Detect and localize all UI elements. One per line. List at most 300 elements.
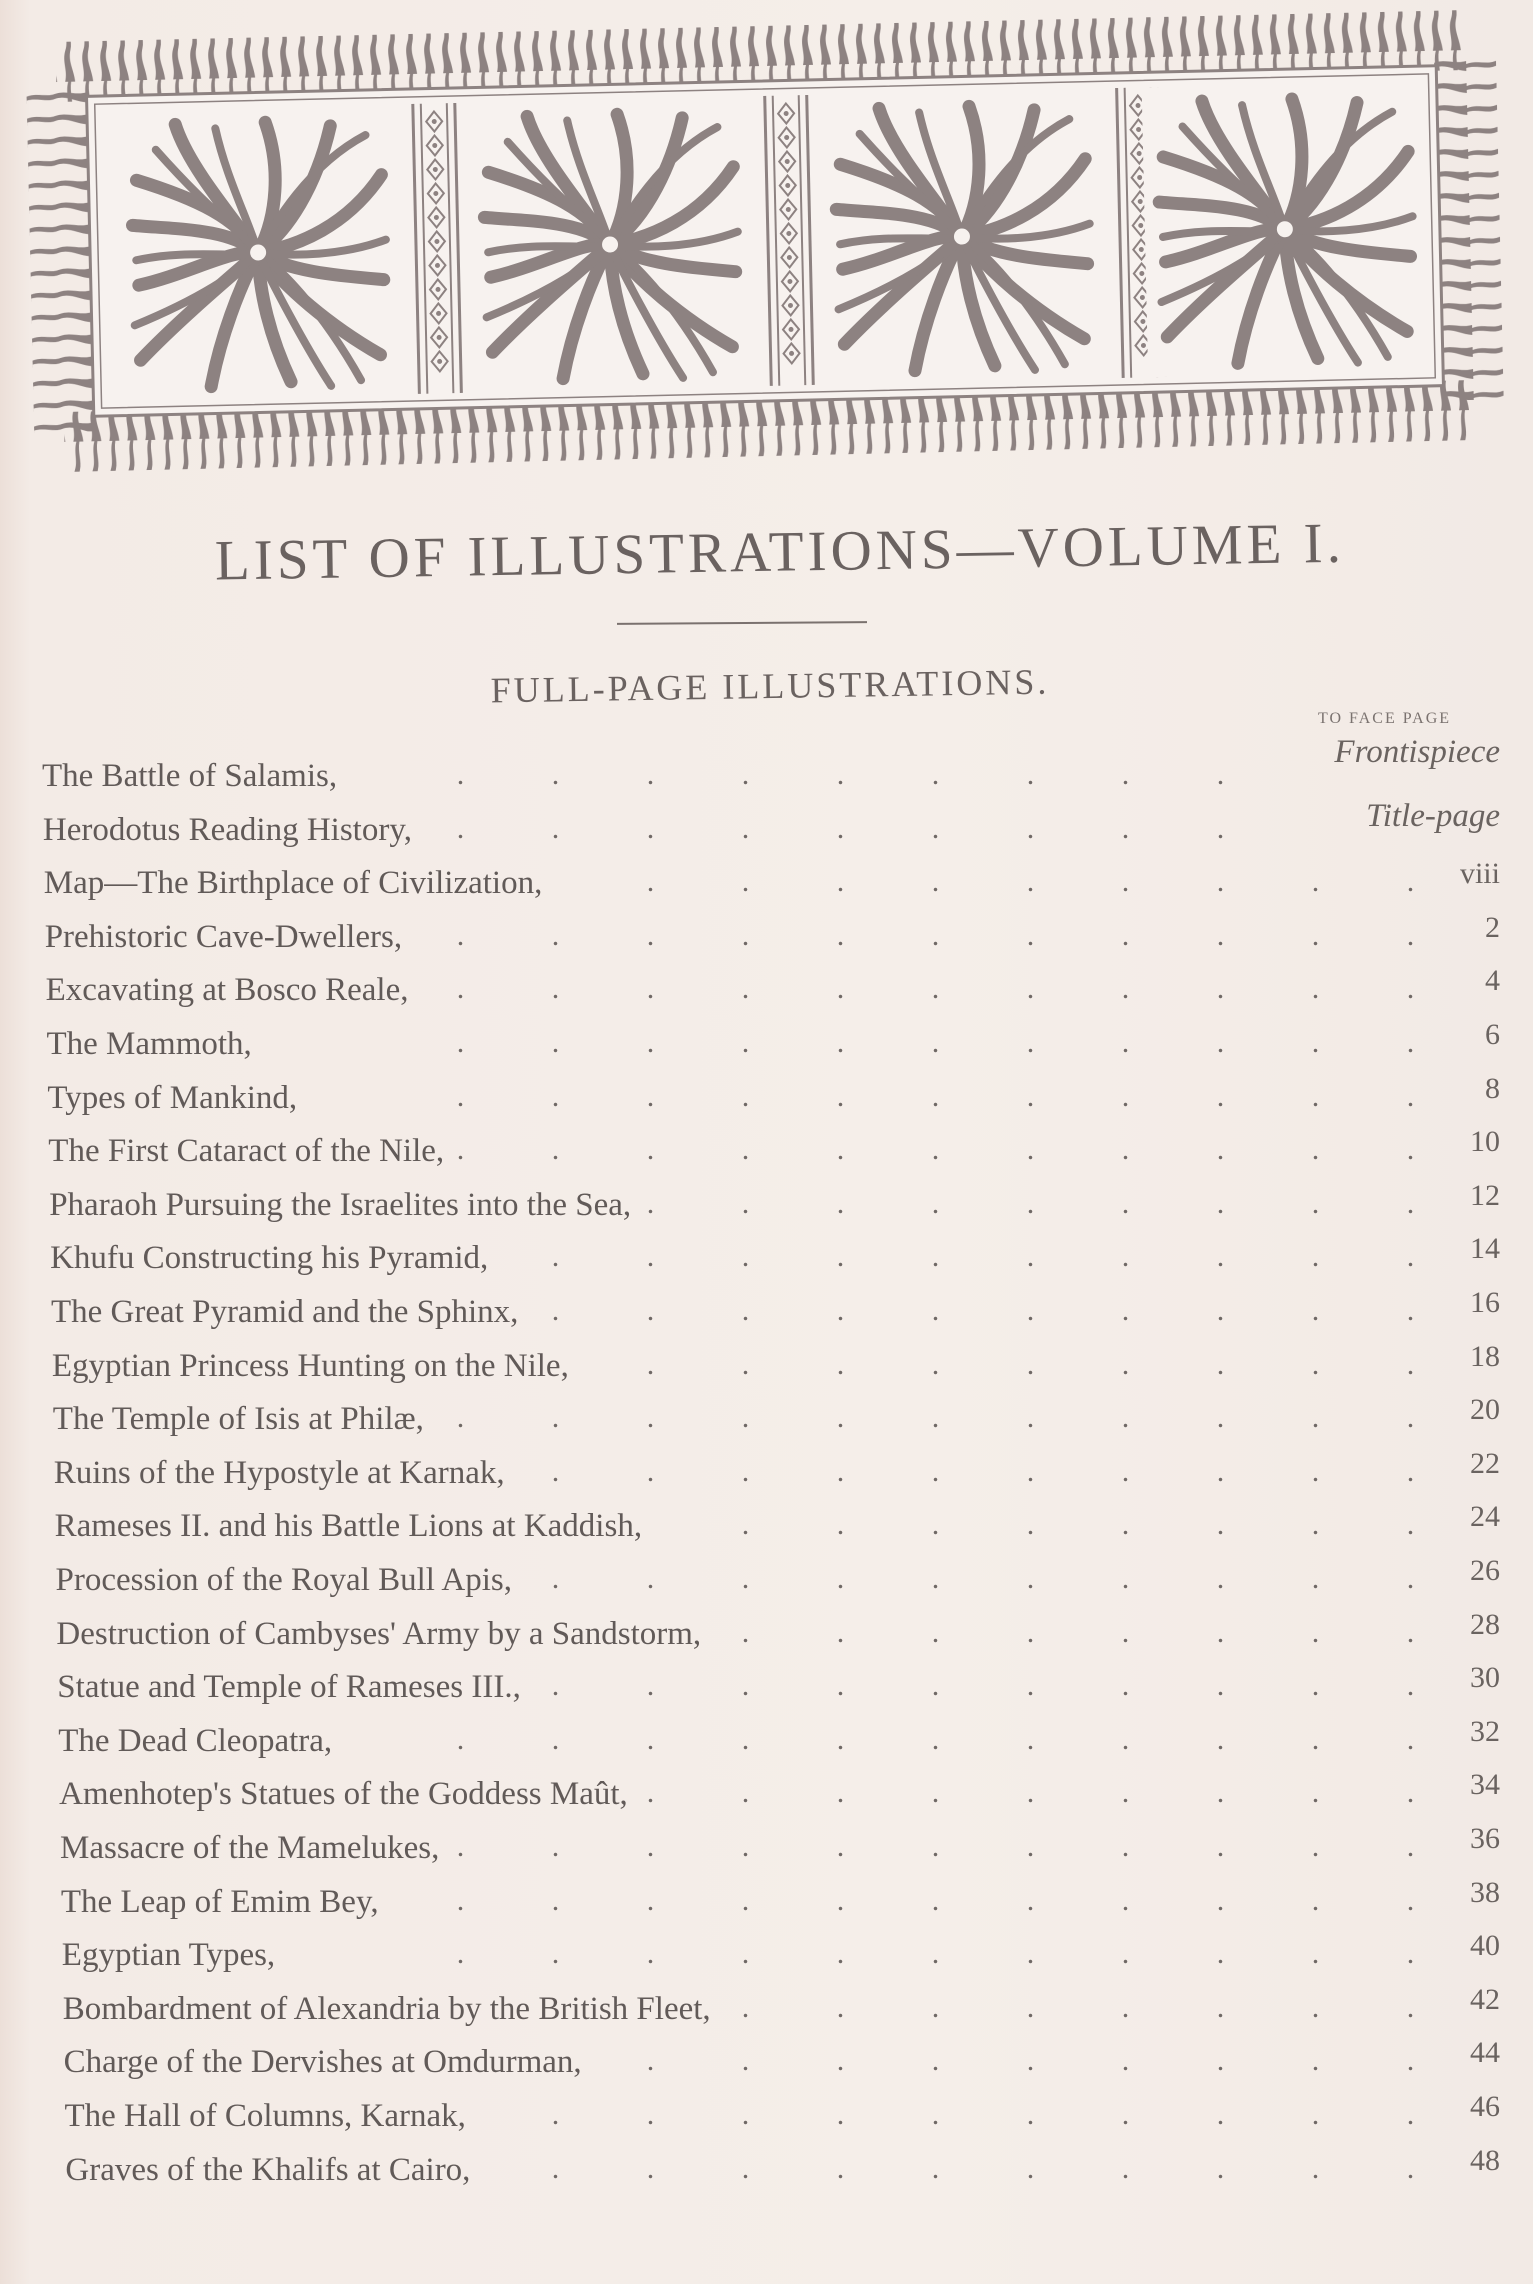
leader-dot: . <box>1121 1294 1130 1327</box>
leader-dot: . <box>456 1133 465 1167</box>
leader-dot: . <box>1406 2044 1415 2078</box>
leader-dot: . <box>1026 972 1035 1006</box>
page-number: 46 <box>1470 2090 1500 2123</box>
leader-dot: . <box>931 1294 940 1327</box>
leader-dot: . <box>1121 2098 1130 2131</box>
list-item <box>51 1286 1500 1338</box>
leader-dot: . <box>646 2044 655 2078</box>
page-number: 40 <box>1469 1929 1500 1963</box>
leader-dot: . <box>456 1401 465 1435</box>
leader-dot: . <box>1311 1294 1320 1327</box>
leader-dot: . <box>1311 1669 1320 1703</box>
leader-dot: . <box>836 758 845 791</box>
leader-dot: . <box>1026 2044 1035 2078</box>
leader-dot: . <box>836 1722 845 1756</box>
leader-dot: . <box>1026 1990 1035 2024</box>
leader-dot: . <box>1026 1722 1035 1756</box>
leader-dot: . <box>1311 1347 1320 1381</box>
leader-dot: . <box>931 1240 940 1274</box>
leader-dot: . <box>1026 1830 1035 1863</box>
list-item <box>64 2090 1501 2142</box>
page-title: LIST OF ILLUSTRATIONS—VOLUME I. <box>214 511 1346 593</box>
illustration-title: Ruins of the Hypostyle at Karnak, <box>53 1454 505 1491</box>
page-number: 4 <box>1484 964 1500 998</box>
leader-dot: . <box>1216 1240 1225 1274</box>
leader-dot: . <box>1026 1133 1035 1167</box>
leader-dot: . <box>646 918 655 952</box>
leader-dot: . <box>931 1722 940 1756</box>
leader-dot: . <box>1026 811 1035 845</box>
leader-dot: . <box>836 811 845 845</box>
leader-dot: . <box>741 1133 750 1167</box>
page-number: 36 <box>1470 1822 1500 1855</box>
leader-dot: . <box>1121 1133 1130 1167</box>
leader-dot: . <box>931 1401 940 1435</box>
illustration-title: Egyptian Types, <box>61 1937 276 1974</box>
leader-dot: . <box>931 758 940 791</box>
leader-dot: . <box>1216 2151 1225 2185</box>
leader-dot: . <box>1311 1079 1320 1113</box>
leader-dot: . <box>1026 1776 1035 1810</box>
list-item <box>58 1714 1500 1767</box>
leader-dot: . <box>646 1776 655 1810</box>
leader-dot: . <box>1216 2044 1225 2078</box>
leader-dot: . <box>741 2151 750 2185</box>
leader-dot: . <box>1121 1669 1130 1703</box>
leader-dot: . <box>456 972 465 1006</box>
leader-dot: . <box>1216 2098 1225 2131</box>
leader-dot: . <box>836 2044 845 2078</box>
leader-dot: . <box>931 1026 940 1059</box>
leader-dot: . <box>1406 2151 1415 2185</box>
leader-dot: . <box>456 918 465 952</box>
leader-dot: . <box>931 2044 940 2078</box>
list-item <box>43 857 1500 909</box>
leader-dot: . <box>741 1508 750 1542</box>
leader-dot: . <box>551 1294 560 1327</box>
leader-dot: . <box>836 1562 845 1595</box>
leader-dot: . <box>1216 811 1225 845</box>
leader-dot: . <box>1216 1454 1225 1488</box>
leader-dot: . <box>1406 1240 1415 1274</box>
leader-dot: . <box>1311 1133 1320 1167</box>
leader-dot: . <box>1406 1401 1415 1435</box>
leader-dot: . <box>646 811 655 845</box>
leader-dot: . <box>1026 1186 1035 1220</box>
illustration-title: Graves of the Khalifs at Cairo, <box>65 2151 471 2188</box>
leader-dot: . <box>1216 1937 1225 1971</box>
leader-dot: . <box>646 1883 655 1917</box>
leader-dot: . <box>551 1454 560 1488</box>
leader-dot: . <box>1026 1026 1035 1059</box>
leader-dot: . <box>741 1883 750 1917</box>
leader-dot: . <box>1311 1937 1320 1971</box>
leader-dot: . <box>646 972 655 1006</box>
leader-dot: . <box>836 1776 845 1810</box>
leader-dot: . <box>1406 1186 1415 1220</box>
list-item <box>49 1178 1500 1231</box>
leader-dot: . <box>931 1186 940 1220</box>
leader-dot: . <box>1216 1401 1225 1435</box>
leader-dot: . <box>931 1883 940 1917</box>
illustration-title: The Dead Cleopatra, <box>58 1722 333 1759</box>
leader-dot: . <box>1026 1079 1035 1113</box>
leader-dot: . <box>1406 1669 1415 1703</box>
leader-dot: . <box>741 865 750 899</box>
page-number: 16 <box>1470 1286 1500 1319</box>
leader-dot: . <box>646 1294 655 1327</box>
list-item <box>59 1768 1500 1820</box>
leader-dot: . <box>836 1347 845 1381</box>
leader-dot: . <box>1121 1615 1130 1649</box>
leader-dot: . <box>551 2098 560 2131</box>
leader-dot: . <box>1121 2151 1130 2185</box>
leader-dot: . <box>931 2151 940 2185</box>
leader-dot: . <box>931 1669 940 1703</box>
leader-dot: . <box>646 1240 655 1274</box>
leader-dot: . <box>1216 1562 1225 1595</box>
leader-dot: . <box>836 1937 845 1971</box>
leader-dot: . <box>1026 1883 1035 1917</box>
leader-dot: . <box>931 1615 940 1649</box>
leader-dot: . <box>1311 1454 1320 1488</box>
title-divider-rule <box>617 621 867 625</box>
list-item <box>65 2143 1500 2196</box>
illustration-title: Herodotus Reading History, <box>42 811 412 848</box>
section-heading: FULL-PAGE ILLUSTRATIONS. <box>490 661 1050 711</box>
leader-dot: . <box>836 865 845 899</box>
leader-dot: . <box>1311 918 1320 952</box>
leader-dot: . <box>1406 1562 1415 1595</box>
leader-dot: . <box>1216 1079 1225 1113</box>
leader-dot: . <box>931 1454 940 1488</box>
leader-dot: . <box>1406 1776 1415 1810</box>
illustration-title: The Temple of Isis at Philæ, <box>52 1401 424 1438</box>
leader-dot: . <box>741 1830 750 1863</box>
leader-dot: . <box>1121 1562 1130 1595</box>
leader-dot: . <box>456 1937 465 1971</box>
list-item <box>48 1125 1500 1177</box>
leader-dot: . <box>1216 1990 1225 2024</box>
leader-dot: . <box>551 2151 560 2185</box>
page-number: 18 <box>1469 1339 1500 1373</box>
leader-dot: . <box>456 1079 465 1113</box>
leader-dot: . <box>1026 1401 1035 1435</box>
page-number: 10 <box>1469 1125 1500 1159</box>
list-item <box>60 1875 1500 1928</box>
leader-dot: . <box>931 2098 940 2131</box>
page-number: 24 <box>1469 1500 1500 1534</box>
leader-dot: . <box>1406 1026 1415 1059</box>
leader-dot: . <box>741 811 750 845</box>
leader-dot: . <box>1406 1937 1415 1971</box>
leader-dot: . <box>741 2044 750 2078</box>
leader-dot: . <box>741 1401 750 1435</box>
leader-dot: . <box>931 1347 940 1381</box>
leader-dot: . <box>1026 1347 1035 1381</box>
leader-dot: . <box>1121 1240 1130 1274</box>
leader-dot: . <box>646 1722 655 1756</box>
leader-dot: . <box>1121 1830 1130 1863</box>
leader-dot: . <box>741 1669 750 1703</box>
leader-dot: . <box>646 1133 655 1167</box>
leader-dot: . <box>931 865 940 899</box>
leader-dot: . <box>1216 972 1225 1006</box>
leader-dot: . <box>931 1990 940 2024</box>
leader-dot: . <box>1216 1830 1225 1863</box>
leader-dot: . <box>741 1347 750 1381</box>
list-item <box>42 797 1500 856</box>
leader-dot: . <box>551 1722 560 1756</box>
leader-dot: . <box>1311 1615 1320 1649</box>
illustration-title: Prehistoric Cave-Dwellers, <box>44 918 403 955</box>
leader-dot: . <box>1406 1830 1415 1863</box>
illustration-title: Destruction of Cambyses' Army by a Sandstorm, <box>56 1615 702 1652</box>
leader-dot: . <box>1121 1347 1130 1381</box>
leader-dot: . <box>1026 1240 1035 1274</box>
illustration-title: Types of Mankind, <box>47 1079 298 1116</box>
leader-dot: . <box>1216 1508 1225 1542</box>
leader-dot: . <box>1311 2151 1320 2185</box>
leader-dot: . <box>836 1669 845 1703</box>
leader-dot: . <box>1311 2098 1320 2131</box>
leader-dot: . <box>836 972 845 1006</box>
leader-dot: . <box>1406 1133 1415 1167</box>
leader-dot: . <box>1311 1562 1320 1595</box>
list-item <box>52 1393 1500 1445</box>
leader-dot: . <box>1311 1990 1320 2024</box>
list-item <box>45 964 1500 1016</box>
leader-dot: . <box>1311 1830 1320 1863</box>
illustration-title: Egyptian Princess Hunting on the Nile, <box>51 1347 569 1384</box>
leader-dot: . <box>1216 1883 1225 1917</box>
leader-dot: . <box>931 1508 940 1542</box>
leader-dot: . <box>836 1294 845 1327</box>
leader-dot: . <box>1026 918 1035 952</box>
leader-dot: . <box>1216 1347 1225 1381</box>
leader-dot: . <box>646 1347 655 1381</box>
leader-dot: . <box>1311 865 1320 899</box>
leader-dot: . <box>1406 972 1415 1006</box>
leader-dot: . <box>1406 918 1415 952</box>
leader-dot: . <box>551 1883 560 1917</box>
leader-dot: . <box>836 1079 845 1113</box>
leader-dot: . <box>1216 1026 1225 1059</box>
page-number: 28 <box>1469 1607 1500 1641</box>
illustration-title: Khufu Constructing his Pyramid, <box>50 1240 489 1277</box>
leader-dot: . <box>1121 865 1130 899</box>
page-number: viii <box>1459 857 1500 891</box>
leader-dot: . <box>741 1454 750 1488</box>
page-number: 34 <box>1469 1768 1500 1802</box>
leader-dot: . <box>551 918 560 952</box>
leader-dot: . <box>1026 865 1035 899</box>
leader-dot: . <box>741 1615 750 1649</box>
leader-dot: . <box>1406 1508 1415 1542</box>
leader-dot: . <box>1406 1454 1415 1488</box>
illustration-title: The Battle of Salamis, <box>42 758 338 794</box>
leader-dot: . <box>1121 918 1130 952</box>
leader-dot: . <box>836 2098 845 2131</box>
leader-dot: . <box>1311 1508 1320 1542</box>
leader-dot: . <box>1121 1776 1130 1810</box>
leader-dot: . <box>646 1669 655 1703</box>
leader-dot: . <box>551 1079 560 1113</box>
page-number: 38 <box>1469 1875 1500 1909</box>
leader-dot: . <box>1311 1722 1320 1756</box>
page-number: 6 <box>1485 1018 1500 1051</box>
leader-dot: . <box>551 1240 560 1274</box>
ornamental-header-band <box>25 0 1505 493</box>
list-item <box>63 2036 1500 2088</box>
leader-dot: . <box>456 1883 465 1917</box>
leader-dot: . <box>1121 2044 1130 2078</box>
leader-dot: . <box>646 2151 655 2185</box>
leader-dot: . <box>1311 1240 1320 1274</box>
leader-dot: . <box>931 1079 940 1113</box>
leader-dot: . <box>1121 1990 1130 2024</box>
leader-dot: . <box>836 1883 845 1917</box>
leader-dot: . <box>646 865 655 899</box>
leader-dot: . <box>1121 1026 1130 1059</box>
page-number: 12 <box>1469 1178 1500 1212</box>
leader-dot: . <box>741 758 750 791</box>
illustration-title: The Mammoth, <box>46 1026 252 1062</box>
illustration-title: Massacre of the Mamelukes, <box>60 1830 440 1866</box>
leader-dot: . <box>551 972 560 1006</box>
leader-dot: . <box>931 972 940 1006</box>
leader-dot: . <box>1121 1883 1130 1917</box>
leader-dot: . <box>741 1990 750 2024</box>
list-item <box>54 1500 1500 1552</box>
leader-dot: . <box>1406 865 1415 899</box>
leader-dot: . <box>741 1294 750 1327</box>
illustration-title: The First Cataract of the Nile, <box>48 1133 445 1170</box>
leader-dot: . <box>741 2098 750 2131</box>
leader-dot: . <box>1026 1508 1035 1542</box>
leader-dot: . <box>551 1133 560 1167</box>
leader-dot: . <box>836 1508 845 1542</box>
page-number: Title-page <box>1366 797 1500 834</box>
leader-dot: . <box>1121 1937 1130 1971</box>
leader-dot: . <box>931 918 940 952</box>
leader-dot: . <box>1026 1669 1035 1703</box>
leader-dot: . <box>741 918 750 952</box>
leader-dot: . <box>1216 1722 1225 1756</box>
leader-dot: . <box>646 1401 655 1435</box>
leader-dot: . <box>836 1615 845 1649</box>
leader-dot: . <box>1026 1454 1035 1488</box>
illustration-title: The Great Pyramid and the Sphinx, <box>51 1294 519 1330</box>
list-item <box>55 1554 1501 1606</box>
leader-dot: . <box>1406 1615 1415 1649</box>
leader-dot: . <box>646 1454 655 1488</box>
leader-dot: . <box>646 1186 655 1220</box>
leader-dot: . <box>1026 2098 1035 2131</box>
page-number: 42 <box>1469 1982 1500 2016</box>
illustration-title: Map—The Birthplace of Civilization, <box>43 865 543 902</box>
leader-dot: . <box>1216 1294 1225 1327</box>
leader-dot: . <box>1216 1776 1225 1810</box>
leader-dot: . <box>1121 1079 1130 1113</box>
leader-dot: . <box>836 918 845 952</box>
list-item <box>51 1339 1500 1392</box>
list-item <box>50 1232 1500 1284</box>
leader-dot: . <box>741 1079 750 1113</box>
illustration-title: Procession of the Royal Bull Apis, <box>55 1562 512 1598</box>
leader-dot: . <box>1311 1186 1320 1220</box>
leader-dot: . <box>1311 1401 1320 1435</box>
illustration-title: Amenhotep's Statues of the Goddess Maût, <box>59 1776 628 1813</box>
leader-dot: . <box>646 1562 655 1595</box>
page-number: 48 <box>1469 2143 1500 2177</box>
list-item <box>60 1822 1500 1874</box>
leader-dot: . <box>456 811 465 845</box>
leader-dot: . <box>551 1830 560 1863</box>
leader-dot: . <box>646 1830 655 1863</box>
list-item <box>47 1071 1500 1124</box>
leader-dot: . <box>741 972 750 1006</box>
page-number: 14 <box>1469 1232 1500 1266</box>
leader-dot: . <box>1311 1883 1320 1917</box>
list-item <box>53 1446 1500 1499</box>
illustration-title: The Hall of Columns, Karnak, <box>64 2098 466 2134</box>
leader-dot: . <box>1216 1186 1225 1220</box>
leader-dot: . <box>551 1026 560 1059</box>
illustration-title: Charge of the Dervishes at Omdurman, <box>63 2044 582 2081</box>
leader-dot: . <box>741 1026 750 1059</box>
leader-dot: . <box>1026 1562 1035 1595</box>
list-item <box>42 734 1500 802</box>
leader-dot: . <box>741 1722 750 1756</box>
leader-dot: . <box>1121 758 1130 791</box>
page-number: 22 <box>1469 1446 1500 1480</box>
leader-dot: . <box>456 758 465 791</box>
leader-dot: . <box>1216 1133 1225 1167</box>
leader-dot: . <box>836 1830 845 1863</box>
list-item <box>46 1018 1501 1070</box>
leader-dot: . <box>456 1026 465 1059</box>
illustration-title: The Leap of Emim Bey, <box>60 1883 379 1920</box>
leader-dot: . <box>931 811 940 845</box>
list-item <box>61 1929 1500 1981</box>
leader-dot: . <box>741 1937 750 1971</box>
leader-dot: . <box>551 1937 560 1971</box>
leader-dot: . <box>551 758 560 791</box>
leader-dot: . <box>1311 972 1320 1006</box>
leader-dot: . <box>836 1240 845 1274</box>
page-number: 26 <box>1470 1554 1500 1587</box>
leader-dot: . <box>1121 972 1130 1006</box>
list-item <box>62 1982 1500 2035</box>
leader-dot: . <box>931 1133 940 1167</box>
page-number: 30 <box>1469 1661 1500 1695</box>
leader-dot: . <box>1216 1669 1225 1703</box>
leader-dot: . <box>741 1186 750 1220</box>
leader-dot: . <box>1311 1026 1320 1059</box>
page-number: 32 <box>1469 1714 1500 1748</box>
leader-dot: . <box>646 2098 655 2131</box>
leader-dot: . <box>836 1401 845 1435</box>
leader-dot: . <box>1121 1186 1130 1220</box>
page-number: 8 <box>1484 1071 1500 1105</box>
page-number: 44 <box>1469 2036 1500 2070</box>
column-label-to-face-page: TO FACE PAGE <box>1318 710 1452 727</box>
leader-dot: . <box>1216 758 1225 791</box>
leader-dot: . <box>836 1186 845 1220</box>
leader-dot: . <box>836 1454 845 1488</box>
leader-dot: . <box>1121 1454 1130 1488</box>
